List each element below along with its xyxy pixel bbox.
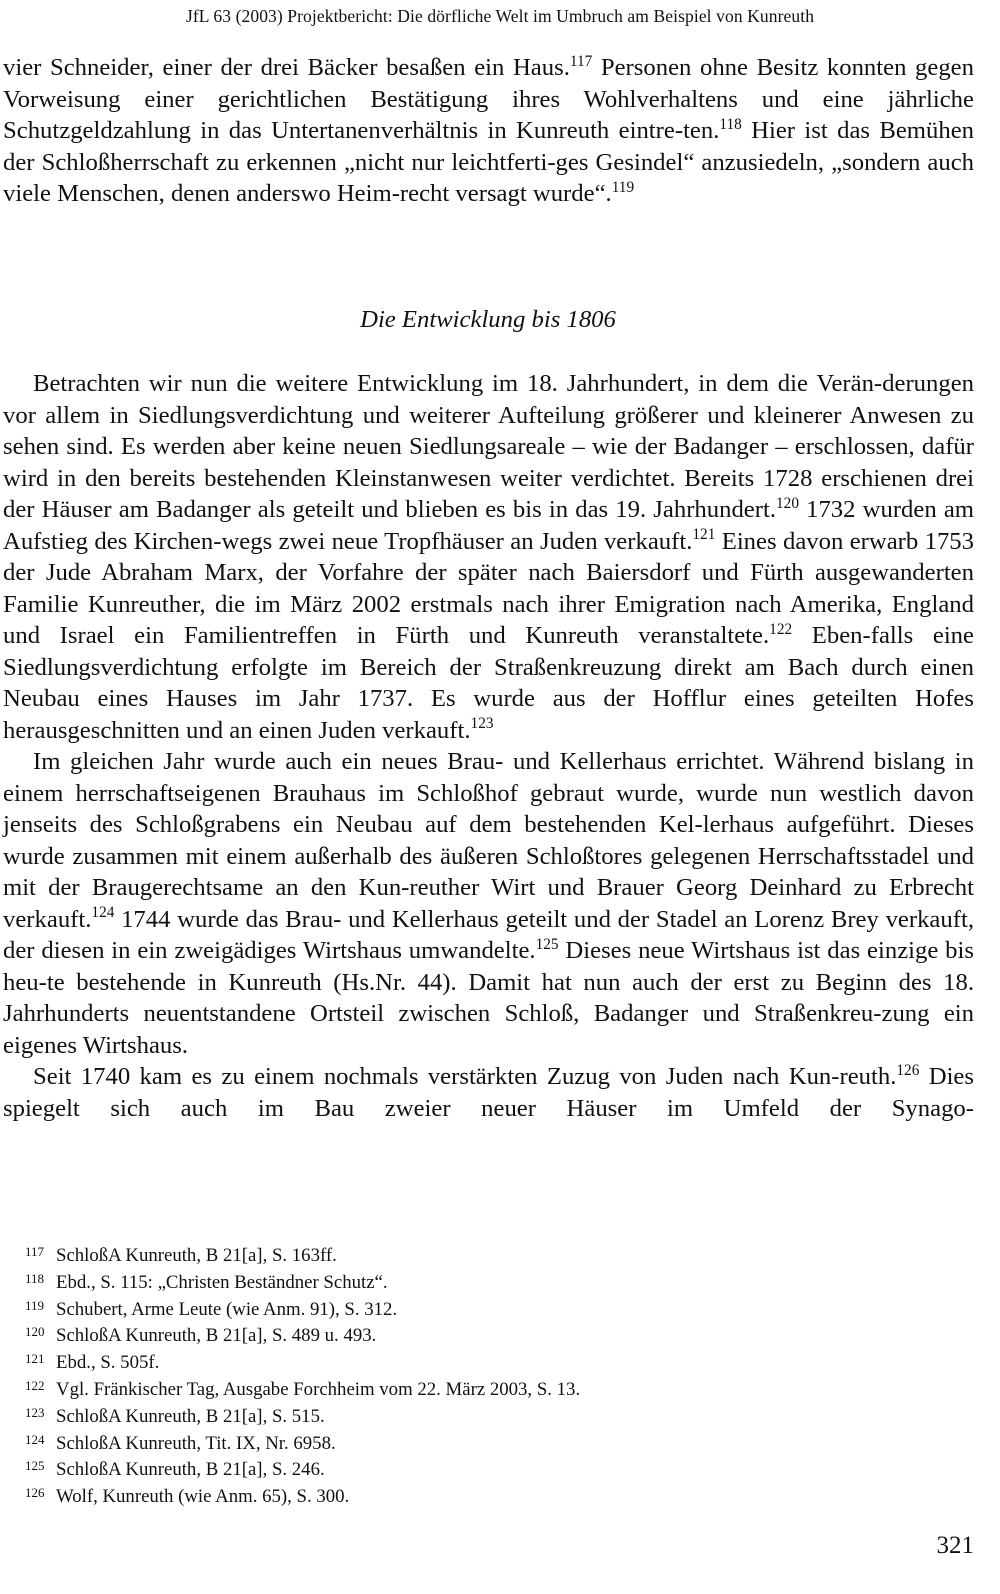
- footnote-text: Ebd., S. 505f.: [56, 1352, 160, 1374]
- footnote-text: SchloßA Kunreuth, B 21[a], S. 515.: [56, 1405, 325, 1427]
- paragraph: [3, 368, 974, 746]
- paragraph-text: vier Schneider, einer der drei Bäcker besaßen ein Haus.: [3, 54, 570, 81]
- footnote: [25, 1270, 745, 1297]
- footnote-text: Ebd., S. 115: „Christen Beständner Schutz“.: [56, 1271, 388, 1293]
- paragraph: [3, 746, 974, 1061]
- footnote-number: 119: [25, 1297, 45, 1313]
- footnote-ref: 120: [776, 494, 799, 512]
- footnote-ref: 125: [535, 935, 559, 953]
- body-text-top: [3, 52, 974, 210]
- footnote-ref: 121: [692, 526, 716, 544]
- footnote-text: Vgl. Fränkischer Tag, Ausgabe Forchheim vom 22. März 2003, S. 13.: [56, 1378, 581, 1400]
- footnote-text: Wolf, Kunreuth (wie Anm. 65), S. 300.: [56, 1486, 350, 1508]
- footnote: [25, 1404, 745, 1431]
- footnote-number: 121: [25, 1351, 45, 1367]
- paragraph-text: Hier ist das Bemühen der Schloßherrschaft zu erkennen „nicht nur leichtferti-ges Gesindel“ anzusiedeln, „sondern auch viele Menschen, denen anderswo Heim-recht versagt wurde“.: [3, 117, 974, 207]
- paragraph-text: Eines davon erwarb 1753 der Jude Abraham Marx, der Vorfahre der später nach Baiersdorf und Fürth ausgewanderten Familie Kunreuther, die im März 2002 erstmals nach ihrer Emigration nach Amerika, England und Israel ein Familientreffen in Fürth und Kunreuth veranstaltete.: [3, 527, 974, 649]
- section-title: Die Entwicklung bis 1806: [360, 306, 616, 333]
- footnote-text: SchloßA Kunreuth, Tit. IX, Nr. 6958.: [56, 1432, 336, 1454]
- paragraph-text: Personen ohne Besitz konnten gegen Vorweisung einer gerichtlichen Bestätigung ihres Wohlverhaltens und eine jährliche Schutzgeldzahlung in das Untertanenverhältnis in Kunreuth eintre-ten.: [3, 54, 974, 144]
- footnote-number: 124: [25, 1431, 45, 1447]
- footnote-ref: 117: [569, 52, 593, 70]
- footnote: [25, 1377, 745, 1404]
- paragraph-text: 1732 wurden am Aufstieg des Kirchen-wegs zwei neue Tropfhäuser an Juden verkauft.: [3, 496, 974, 555]
- footnote-text: SchloßA Kunreuth, B 21[a], S. 246.: [56, 1459, 325, 1481]
- paragraph: [3, 52, 974, 210]
- footnote-ref: 119: [611, 178, 635, 196]
- body-text-main: [3, 368, 974, 1124]
- footnote-ref: 118: [719, 115, 742, 133]
- paragraph-text: Im gleichen Jahr wurde auch ein neues Brau- und Kellerhaus errichtet. Während bislang in einem herrschaftseigenen Brauhaus im Schloßhof gebraut wurde, wurde nun westlich davon jenseits des Schloßgrabens ein Neubau auf dem bestehenden Kel-lerhaus aufgeführt. Dieses wurde zusammen mit einem außerhalb des äußeren Schloßtores gelegenen Herrschaftsstadel und mit der Braugerechtsame an den Kun-reuther Wirt und Brauer Georg Deinhard zu Erbrecht verkauft.: [3, 748, 974, 933]
- footnote: [25, 1431, 745, 1458]
- paragraph: [3, 1061, 974, 1124]
- footnote-number: 120: [25, 1324, 45, 1340]
- footnote: [25, 1297, 745, 1324]
- paragraph-text: Seit 1740 kam es zu einem nochmals verstärkten Zuzug von Juden nach Kun-reuth.: [33, 1063, 897, 1090]
- running-header: JfL 63 (2003) Projektbericht: Die dörfliche Welt im Umbruch am Beispiel von Kunreuth: [185, 6, 815, 26]
- footnote-ref: 126: [896, 1061, 920, 1079]
- page-number: 321: [936, 1532, 974, 1559]
- footnotes: [25, 1243, 745, 1511]
- footnote-ref: 122: [769, 620, 793, 638]
- footnote-number: 125: [25, 1458, 45, 1474]
- footnote: [25, 1243, 745, 1270]
- paragraph-text: Eben-falls eine Siedlungsverdichtung erfolgte im Bereich der Straßenkreuzung direkt am Bach durch einen Neubau eines Hauses im Jahr 1737. Es wurde aus der Hofflur eines geteilten Hofes herausgeschnitten und an einen Juden verkauft.: [3, 622, 974, 744]
- paragraph-text: Dies spiegelt sich auch im Bau zweier neuer Häuser im Umfeld der Synago-: [3, 1063, 974, 1122]
- footnote-text: Schubert, Arme Leute (wie Anm. 91), S. 312.: [56, 1298, 398, 1320]
- footnote-number: 123: [25, 1404, 45, 1420]
- footnote-number: 126: [25, 1485, 45, 1501]
- footnote-number: 118: [25, 1270, 45, 1286]
- footnote: [25, 1457, 745, 1484]
- footnote: [25, 1484, 745, 1511]
- footnote: [25, 1323, 745, 1350]
- footnote-number: 117: [25, 1244, 45, 1259]
- footnote: [25, 1350, 745, 1377]
- footnote-ref: 124: [91, 904, 115, 922]
- footnote-text: SchloßA Kunreuth, B 21[a], S. 489 u. 493.: [56, 1325, 377, 1347]
- paragraph-text: Dieses neue Wirtshaus ist das einzige bis heu-te bestehende in Kunreuth (Hs.Nr. 44). Damit hat nun auch der erst zu Beginn des 18. Jahrhunderts neuentstandene Ortsteil zwischen Schloß, Badanger und Straßenkreu-zung ein eigenes Wirtshaus.: [3, 937, 974, 1059]
- paragraph-text: 1744 wurde das Brau- und Kellerhaus geteilt und der Stadel an Lorenz Brey verkauft, der diesen in ein zweigädiges Wirtshaus umwandelte.: [3, 905, 974, 964]
- footnote-ref: 123: [470, 715, 494, 733]
- footnote-number: 122: [25, 1377, 45, 1393]
- footnote-text: SchloßA Kunreuth, B 21[a], S. 163ff.: [56, 1245, 337, 1266]
- paragraph-text: Betrachten wir nun die weitere Entwicklung im 18. Jahrhundert, in dem die Verän-derungen vor allem in Siedlungsverdichtung und weiterer Aufteilung größerer und kleinerer Anwesen zu sehen sind. Es werden aber keine neuen Siedlungsareale – wie der Badanger – erschlossen, dafür wird in den bereits bestehenden Kleinstanwesen weiter verdichtet. Bereits 1728 erschienen drei der Häuser am Badanger als geteilt und blieben es bis in das 19. Jahrhundert.: [3, 370, 974, 523]
